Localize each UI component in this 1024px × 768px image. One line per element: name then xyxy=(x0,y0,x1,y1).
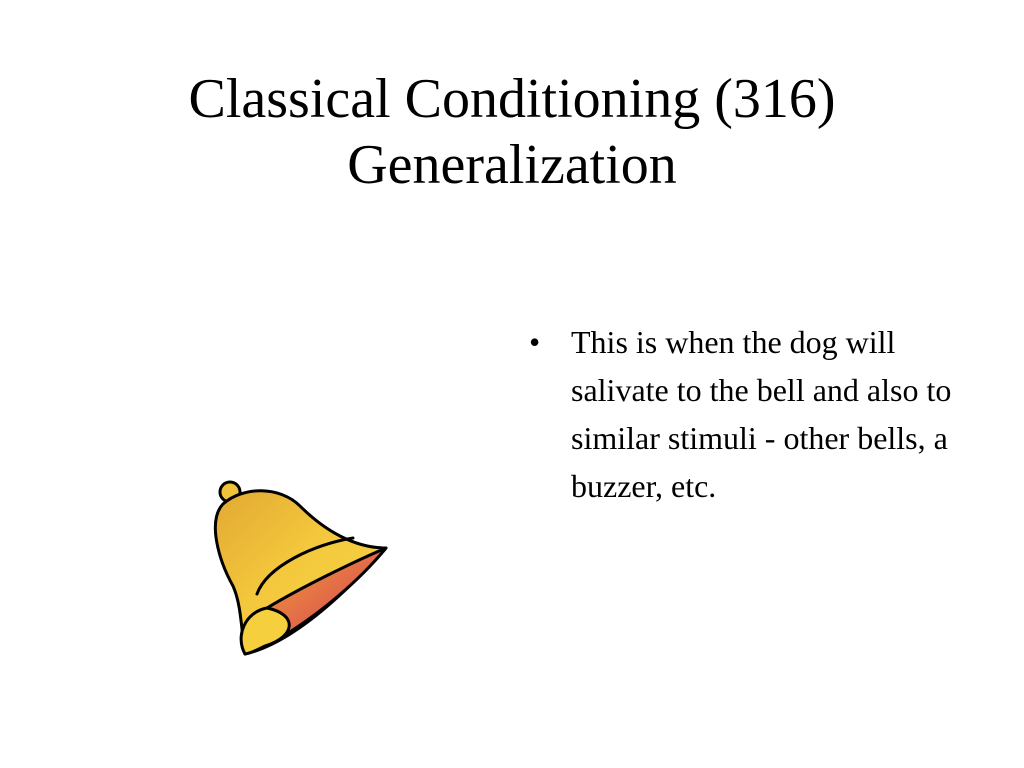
bullet-item xyxy=(529,318,969,510)
slide-title-line-2: Generalization xyxy=(347,134,677,196)
bullet-text: This is when the dog will salivate to the bell and also to similar stimuli - other bells, a buzzer, etc. xyxy=(571,324,952,504)
bullet-list xyxy=(529,318,969,510)
slide-title-line-1: Classical Conditioning (316) xyxy=(188,68,836,130)
slide-title xyxy=(60,66,964,198)
bell-icon xyxy=(205,476,395,666)
bullet-mark: • xyxy=(529,324,541,360)
